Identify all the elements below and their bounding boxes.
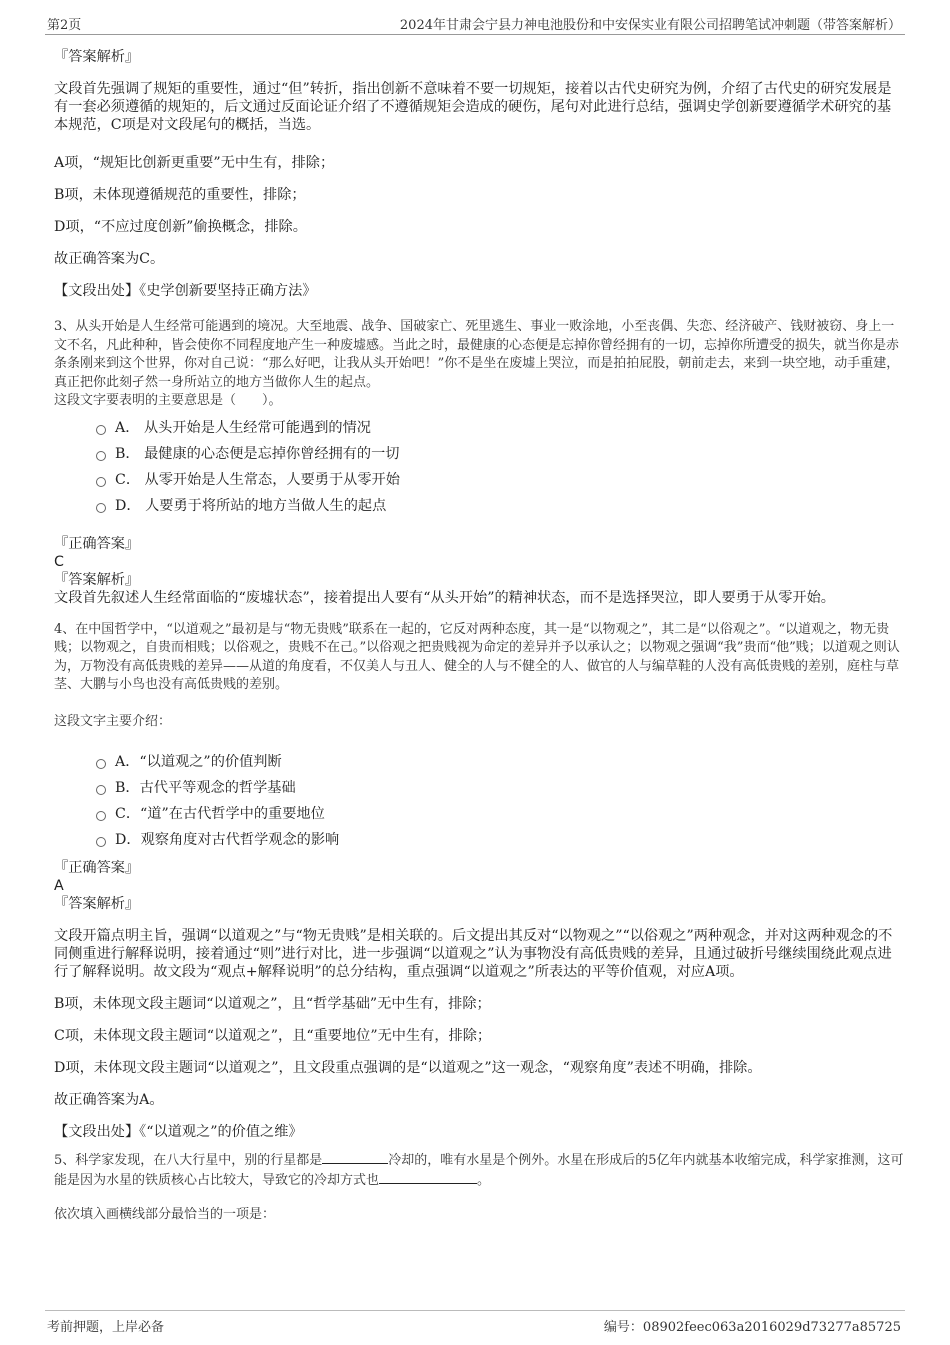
q3-option-d-label: D． 人要勇于将所站的地方当做人生的起点 (115, 497, 387, 514)
page-footer (45, 1310, 905, 1337)
radio-icon[interactable] (96, 785, 106, 795)
q4-option-c-note: C项，未体现文段主题词“以道观之”，且“重要地位”无中生有，排除； (54, 1028, 492, 1044)
radio-icon[interactable] (96, 759, 106, 769)
page-content (54, 40, 904, 1225)
q3-correct-label: 『正确答案』 (54, 535, 140, 552)
q3-stem: 3、从头开始是人生经常可能遇到的境况。大至地震、战争、国破家亡、死里逃生、事业一败涂地，小至丧偶、失恋、经济破产、钱财被窃、身上一文不名，凡此种种，皆会使你不同程度地产生一种废墟感。当此之时，最健康的心态便是忘掉你曾经拥有的一切，忘掉你所遭受的损失，就当你是赤条条刚来到这个世界，你对自己说：“那么好吧，让我从头开始吧！”你不是坐在废墟上哭泣，而是拍拍屁股，朝前走去，来到一块空地，动手重建，真正把你此刻孑然一身所站立的地方当做你人生的起点。 (54, 319, 900, 390)
q4-stem: 4、在中国哲学中，“以道观之”最初是与“物无贵贱”联系在一起的，它反对两种态度，其一是“以物观之”，其二是“以俗观之”。“以道观之，物无贵贱；以物观之，自贵而相贱；以俗观之，贵贱不在己。”以俗观之把贵贱视为命定的差异并予以承认之；以物观之强调“我”贵而“他”贱；以道观之则认为，万物没有高低贵贱的差异——从道的角度看，不仅美人与丑人、健全的人与不健全的人、做官的人与编草鞋的人没有高低贵贱的差别，庭柱与草茎、大鹏与小鸟也没有高低贵贱的差别。 (54, 621, 900, 692)
q4-option-b[interactable] (54, 775, 904, 801)
q3-analysis-label: 『答案解析』 (54, 571, 140, 588)
q4-correct-answer: A (54, 878, 64, 894)
q4-option-a-label: A．“以道观之”的价值判断 (115, 754, 282, 770)
q5-question: 依次填入画横线部分最恰当的一项是： (54, 1207, 276, 1222)
q5-stem-part3: 。 (477, 1172, 491, 1188)
q3-correct-answer: C (54, 553, 64, 570)
q4-option-d-note: D项，未体现文段主题词“以道观之”，且文段重点强调的是“以道观之”这一观念，“观察角度”表述不明确，排除。 (54, 1060, 762, 1076)
radio-icon[interactable] (96, 477, 106, 487)
q3-option-d[interactable] (54, 493, 904, 519)
q4-option-d-label: D．观察角度对古代哲学观念的影响 (115, 832, 340, 848)
q3-question: 这段文字要表明的主要意思是（ ）。 (54, 393, 282, 408)
radio-icon[interactable] (96, 425, 106, 435)
q3-options (54, 415, 904, 519)
q4-analysis-label: 『答案解析』 (54, 896, 140, 912)
q4-analysis-text: 文段开篇点明主旨，强调“以道观之”与“物无贵贱”是相关联的。后文提出其反对“以物观之”“以俗观之”两种观念，并对这两种观念的不同侧重进行解释说明，接着通过“则”进行对比，进一步强调“以道观之”认为事物没有高低贵贱的差异，且通过破折号继续围绕此观点进行了解释说明。故文段为“观点+解释说明”的总分结构，重点强调“以道观之”所表达的平等价值观，对应A项。 (54, 928, 893, 980)
q2-conclusion: 故正确答案为C。 (54, 251, 165, 267)
q4-option-c[interactable] (54, 801, 904, 827)
q5-stem (54, 1151, 904, 1190)
page-number: 第2页 (47, 18, 82, 33)
q2-analysis-text: 文段首先强调了规矩的重要性，通过“但”转折，指出创新不意味着不要一切规矩，接着以古代史研究为例，介绍了古代史的研究发展是有一套必须遵循的规矩的，后文通过反面论证介绍了不遵循规矩会造成的硬伤，尾句对此进行总结，强调史学创新要遵循学术研究的基本规范，C项是对文段尾句的概括，当选。 (54, 81, 892, 133)
q4-options (54, 749, 904, 853)
q3-option-a-label: A． 从头开始是人生经常可能遇到的情况 (115, 419, 371, 436)
q4-conclusion: 故正确答案为A。 (54, 1092, 164, 1108)
q5-blank-2 (379, 1171, 477, 1184)
q4-option-a[interactable] (54, 749, 904, 775)
q4-option-b-label: B．古代平等观念的哲学基础 (115, 780, 296, 796)
q2-source: 【文段出处】《史学创新要坚持正确方法》 (54, 283, 317, 299)
q3-option-a[interactable] (54, 415, 904, 441)
q4-option-d[interactable] (54, 827, 904, 853)
q2-option-a-note: A项，“规矩比创新更重要”无中生有，排除； (54, 155, 335, 171)
q4-option-c-label: C．“道”在古代哲学中的重要地位 (115, 806, 325, 822)
q3-option-b-label: B． 最健康的心态便是忘掉你曾经拥有的一切 (115, 445, 400, 462)
q3-analysis-text: 文段首先叙述人生经常面临的“废墟状态”，接着提出人要有“从头开始”的精神状态，而不是选择哭泣，即人要勇于从零开始。 (54, 589, 835, 606)
q5-stem-part2: 冷却的，唯有水星是个例外。水星在形成后的5亿年内就基本收缩完成，科学家推测，这可能是因为水星的铁质核心占比较大，导致它的冷却方式也 (54, 1153, 904, 1188)
radio-icon[interactable] (96, 811, 106, 821)
q2-analysis-label: 『答案解析』 (54, 49, 140, 65)
q5-stem-part1: 5、科学家发现，在八大行星中，别的行星都是 (54, 1153, 323, 1168)
document-id: 编号：08902feec063a2016029d73277a85725 (603, 1320, 901, 1335)
q4-source: 【文段出处】《“以道观之”的价值之维》 (54, 1124, 303, 1140)
q3-option-c[interactable] (54, 467, 904, 493)
page-header (45, 12, 905, 35)
q3-option-c-label: C． 从零开始是人生常态，人要勇于从零开始 (115, 471, 400, 488)
radio-icon[interactable] (96, 503, 106, 513)
q5-blank-1 (322, 1151, 388, 1164)
q4-correct-label: 『正确答案』 (54, 860, 140, 876)
q3-option-b[interactable] (54, 441, 904, 467)
q2-option-b-note: B项，未体现遵循规范的重要性，排除； (54, 187, 306, 203)
radio-icon[interactable] (96, 451, 106, 461)
q4-option-b-note: B项，未体现文段主题词“以道观之”，且“哲学基础”无中生有，排除； (54, 996, 491, 1012)
document-title: 2024年甘肃会宁县力神电池股份和中安保实业有限公司招聘笔试冲刺题（带答案解析） (399, 18, 901, 33)
q2-option-d-note: D项，“不应过度创新”偷换概念，排除。 (54, 219, 307, 235)
radio-icon[interactable] (96, 837, 106, 847)
q4-question: 这段文字主要介绍： (54, 713, 172, 729)
footer-slogan: 考前押题，上岸必备 (47, 1320, 165, 1335)
